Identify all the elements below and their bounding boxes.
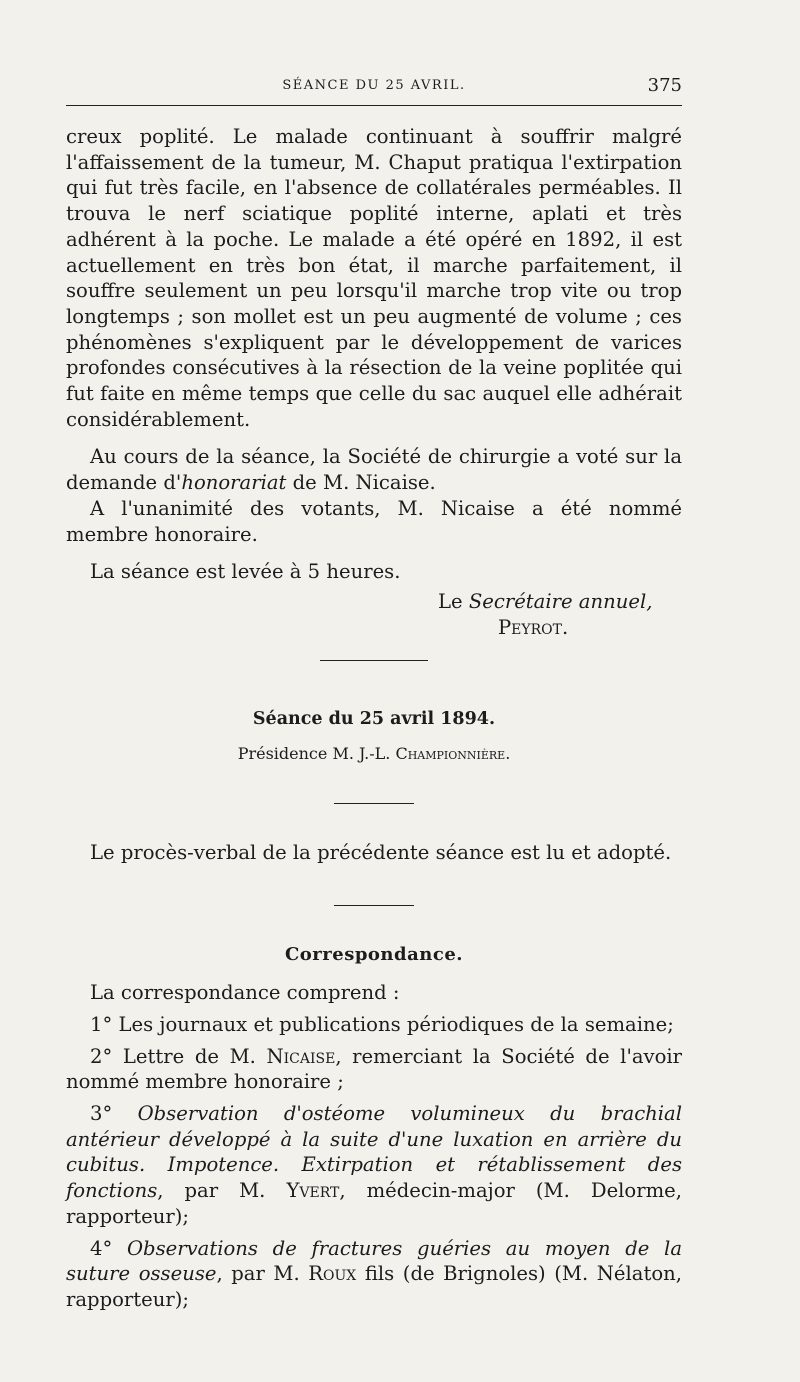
person-name: Yvert [286,1179,340,1203]
correspondance-item-3 [66,1101,682,1230]
item-title: Observation d'ostéome volumineux du brachial antérieur développé à la suite d'une luxation en arrière du cubitus. Impotence. Extirpation et rétablissement des fonctions [66,1101,682,1203]
item-number: 3° [90,1101,138,1125]
text-segment: , médecin-major (M. Delorme, rapporteur); [66,1179,682,1228]
correspondance-item-2 [66,1044,682,1095]
text-segment: de M. Nicaise. [286,471,436,495]
paragraph-levee: La séance est levée à 5 heures. [90,560,401,584]
correspondance-item-1: 1° Les journaux et publications périodiques de la semaine; [90,1012,674,1036]
header-rule [66,105,682,106]
page-body [66,124,682,1313]
section-divider [334,803,414,804]
text-segment: , par M. [216,1262,309,1286]
paragraph-honorariat [66,444,682,495]
person-name: Nicaise [266,1044,336,1068]
text-segment: fils (de Brignoles) (M. Nélaton, rapporteur); [66,1262,682,1311]
signature-article: Le [438,589,469,613]
signature-name: Peyrot. [498,615,569,639]
correspondance-intro: La correspondance comprend : [90,981,400,1005]
proces-verbal: Le procès-verbal de la précédente séance est lu et adopté. [90,840,672,864]
item-number: 4° [90,1236,127,1260]
section-divider [334,905,414,906]
president-name: Championnière. [395,744,511,764]
signature-role-title: Secrétaire annuel, [468,589,653,613]
session-presidence [66,741,682,767]
text-segment: Au cours de la séance, la Société de chirurgie a voté sur la demande d' [66,445,682,495]
section-divider [320,660,428,661]
signature-role [66,589,682,615]
running-header [66,74,682,98]
president-prefix: M. J.-L. [332,744,396,764]
italic-term: honorariat [181,471,287,495]
text-segment: , remerciant la Société de l'avoir nommé membre honoraire ; [66,1044,683,1094]
correspondance-heading: Correspondance. [284,944,464,966]
text-segment: , par M. [157,1179,287,1203]
running-title: SÉANCE DU 25 AVRIL. [282,78,466,93]
item-title: Observations de fractures guéries au moyen de la suture osseuse [66,1236,682,1286]
paragraph-unanimite: A l'unanimité des votants, M. Nicaise a été nommé membre honoraire. [66,496,682,546]
session-heading: Séance du 25 avril 1894. [252,709,496,730]
correspondance-item-4 [66,1236,682,1313]
page-number: 375 [647,75,682,96]
paragraph-continuation: creux poplité. Le malade continuant à souffrir malgré l'affaissement de la tumeur, M. Chaput pratiqua l'extirpation qui fut très facile, en l'absence de collatérales perméables. Il trouva le nerf sciatique poplité interne, aplati et très adhérent à la poche. Le malade a été opéré en 1892, il est actuellement en très bon état, il marche parfaitement, il souffre seulement un peu lorsqu'il marche trop vite ou trop longtemps ; son mollet est un peu augmenté de volume ; ces phénomènes s'expliquent par le développement de varices profondes consécutives à la résection de la veine poplitée qui fut faite en même temps que celle du sac auquel elle adhérait considérablement. [66,125,682,431]
presidence-label: Présidence [237,744,333,764]
person-name: Roux [308,1262,357,1286]
text-segment: 2° Lettre de M. [90,1044,267,1068]
